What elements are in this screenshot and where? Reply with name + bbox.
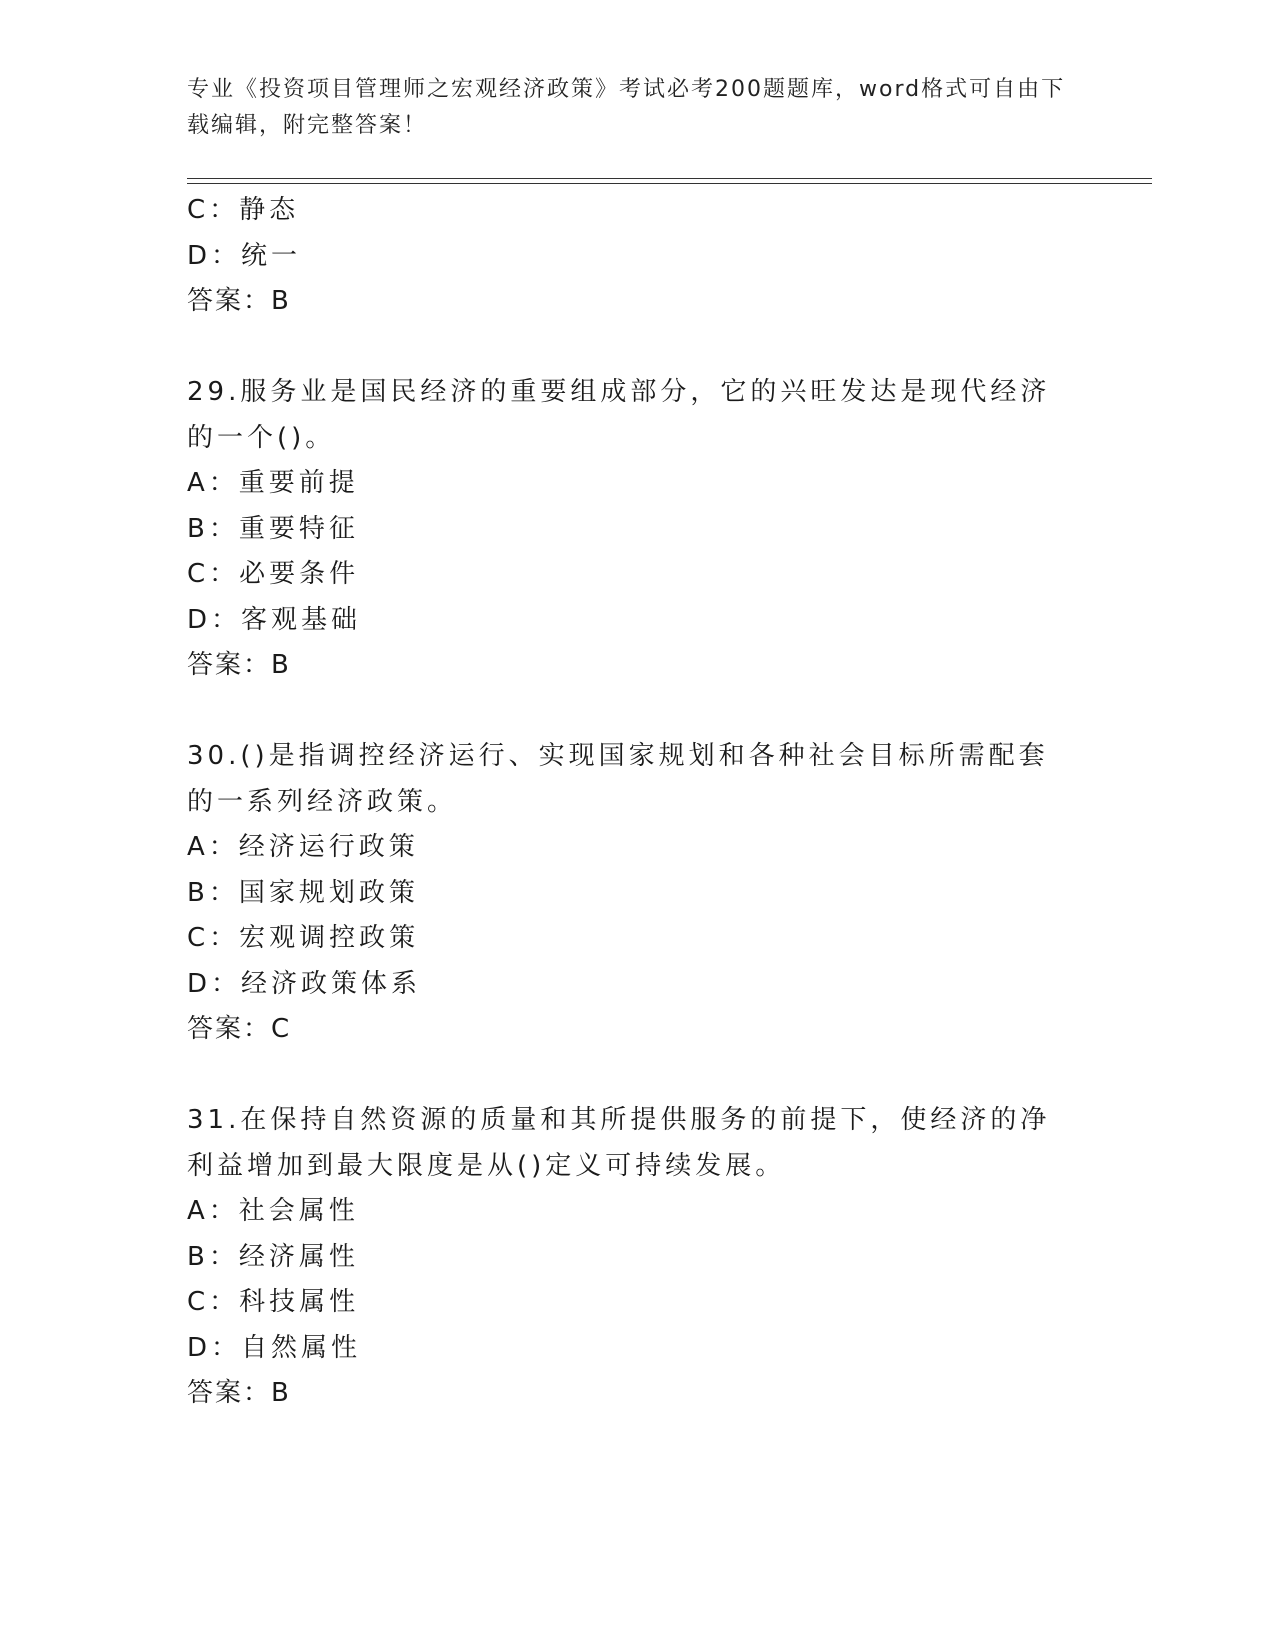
question-text: 29.服务业是国民经济的重要组成部分，它的兴旺发达是现代经济的一个()。 bbox=[187, 377, 1051, 453]
option-a: A：经济运行政策 bbox=[187, 832, 419, 862]
spacer bbox=[187, 325, 1087, 371]
option-c: C：宏观调控政策 bbox=[187, 923, 420, 953]
answer-line: 答案：C bbox=[187, 1014, 292, 1044]
option-d: D：统一 bbox=[187, 240, 302, 271]
spacer bbox=[187, 689, 1087, 735]
spacer bbox=[187, 1053, 1087, 1099]
question-text: 30.()是指调控经济运行、实现国家规划和各种社会目标所需配套的一系列经济政策。 bbox=[187, 741, 1049, 817]
question-30 bbox=[187, 734, 1087, 1053]
option-a: A：重要前提 bbox=[187, 468, 359, 498]
answer-line: 答案：B bbox=[187, 650, 291, 680]
option-b: B：国家规划政策 bbox=[187, 877, 419, 908]
option-d: D：经济政策体系 bbox=[187, 968, 422, 999]
option-a: A：社会属性 bbox=[187, 1196, 359, 1226]
option-c: C：静态 bbox=[187, 195, 300, 225]
option-c: C：科技属性 bbox=[187, 1287, 360, 1317]
header-rule-bottom bbox=[187, 183, 1152, 184]
answer-line: 答案：B bbox=[187, 1378, 291, 1408]
previous-question-tail bbox=[187, 188, 1087, 325]
option-d: D：客观基础 bbox=[187, 604, 362, 635]
document-header bbox=[187, 72, 1087, 144]
option-d: D：自然属性 bbox=[187, 1332, 362, 1363]
answer-line: 答案：B bbox=[187, 286, 291, 316]
question-text: 31.在保持自然资源的质量和其所提供服务的前提下，使经济的净利益增加到最大限度是从()定义可持续发展。 bbox=[187, 1105, 1051, 1181]
header-text: 专业《投资项目管理师之宏观经济政策》考试必考200题题库，word格式可自由下载编辑，附完整答案！ bbox=[187, 77, 1066, 138]
option-b: B：重要特征 bbox=[187, 513, 359, 544]
option-c: C：必要条件 bbox=[187, 559, 360, 589]
question-content bbox=[187, 188, 1087, 1417]
header-rule-top bbox=[187, 178, 1152, 179]
question-29 bbox=[187, 370, 1087, 689]
option-b: B：经济属性 bbox=[187, 1241, 359, 1272]
question-31 bbox=[187, 1098, 1087, 1417]
